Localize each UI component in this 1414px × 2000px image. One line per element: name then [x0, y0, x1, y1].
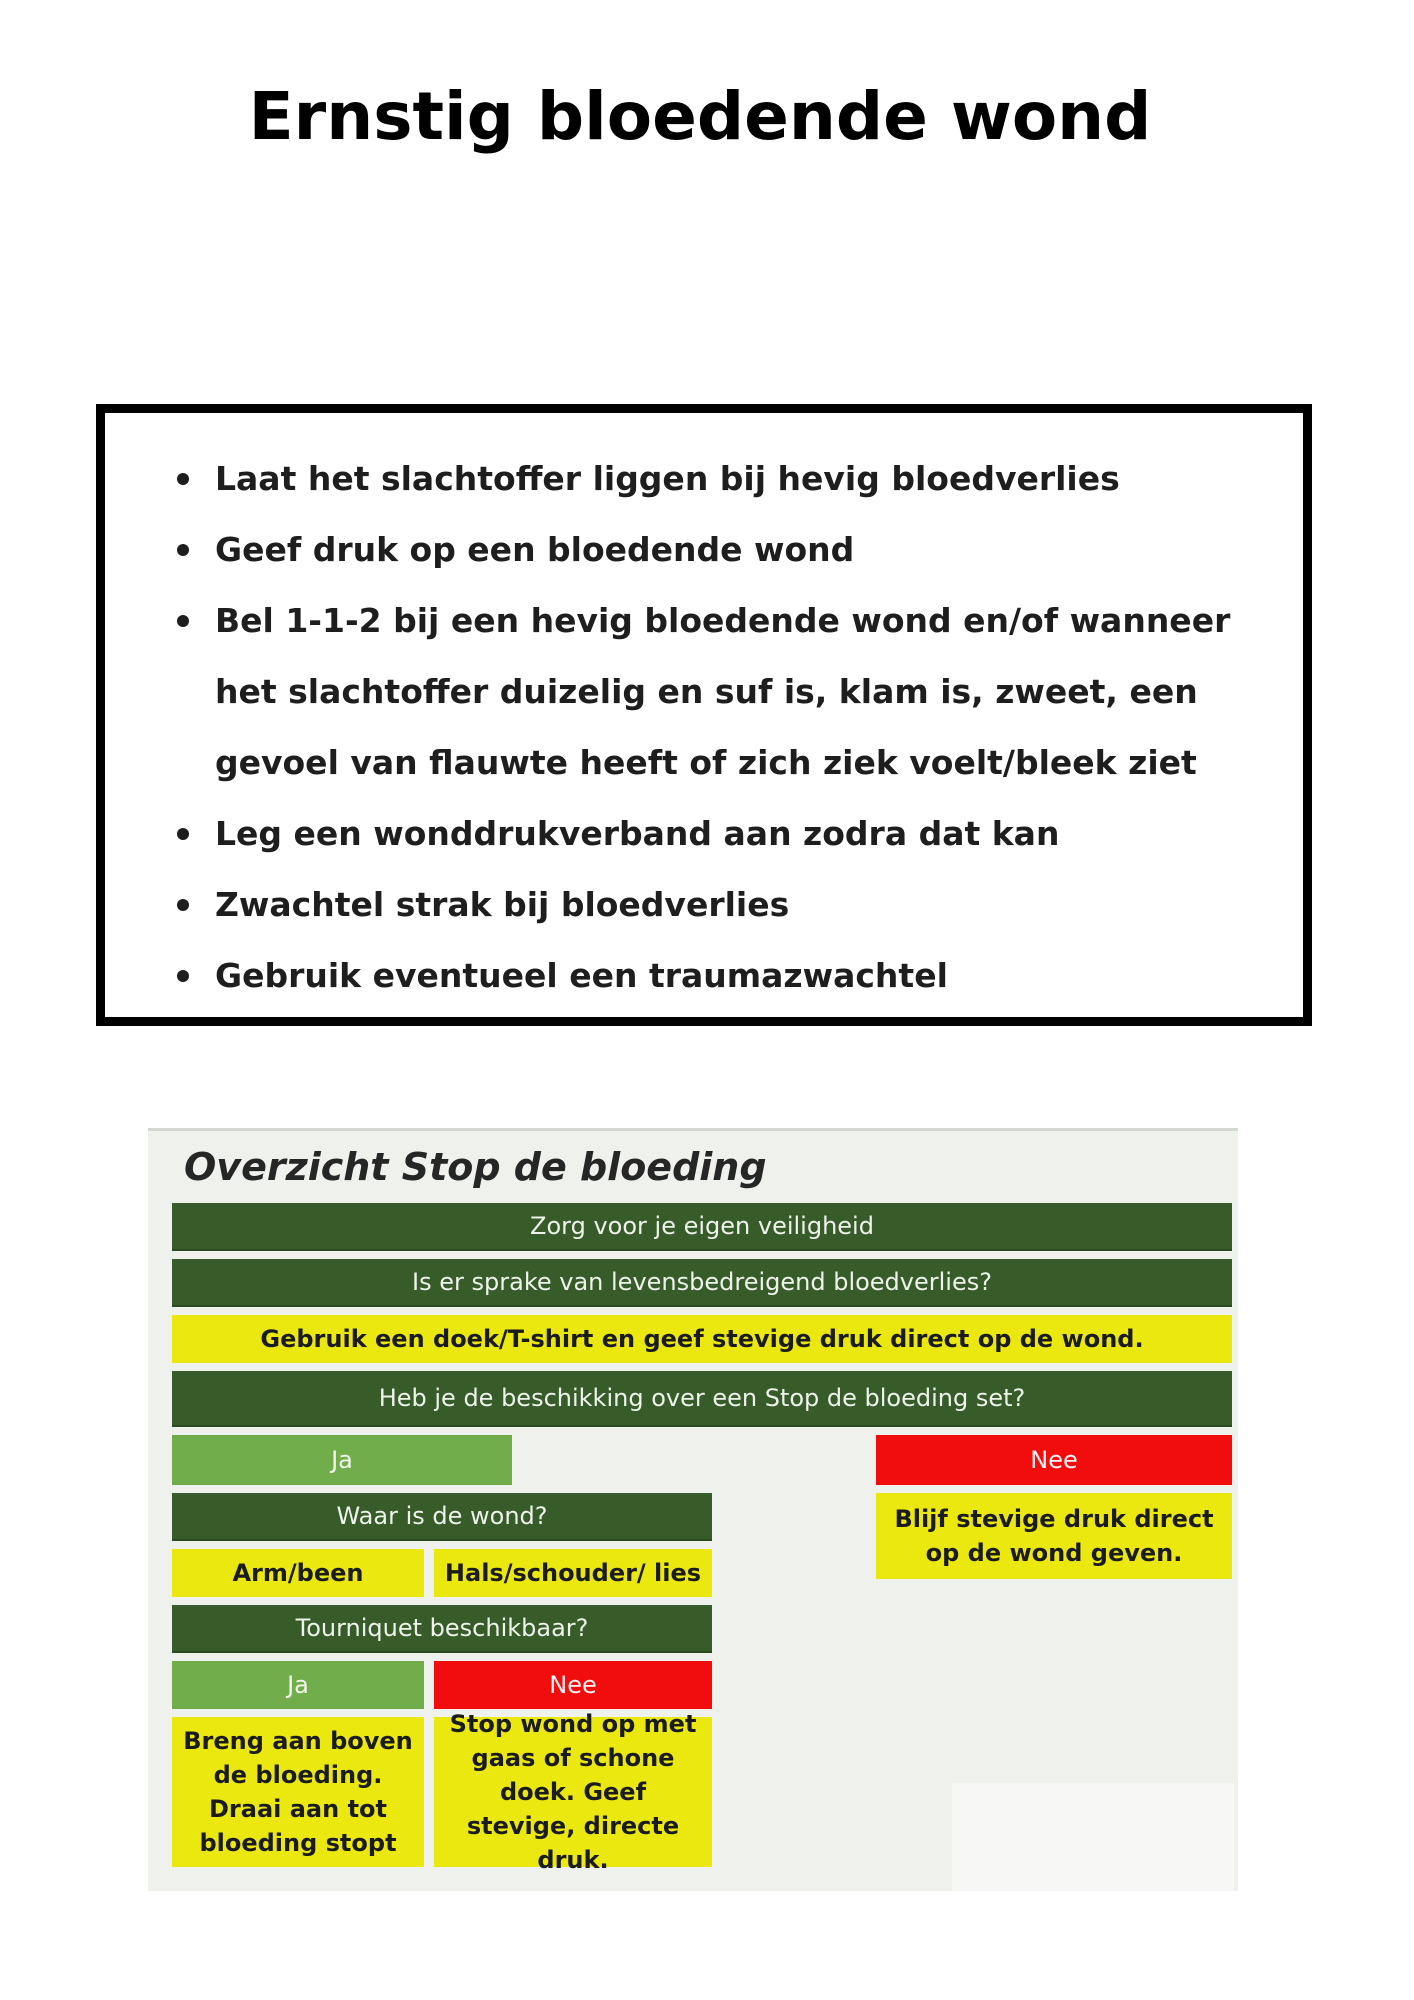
step-tourniquet-question: Tourniquet beschikbaar?	[172, 1605, 712, 1653]
list-item	[215, 514, 1275, 585]
bullet-dot	[177, 970, 189, 982]
bullet-dot	[177, 899, 189, 911]
flowchart-title: Overzicht Stop de bloeding	[184, 1145, 767, 1189]
list-item-text: Gebruik eventueel een traumazwachtel	[215, 956, 948, 995]
list-item	[215, 585, 1275, 798]
kit-no: Nee	[876, 1435, 1232, 1485]
stop-the-bleed-flowchart	[148, 1128, 1238, 1891]
list-item-text: Zwachtel strak bij bloedverlies	[215, 885, 790, 924]
tourniquet-no: Nee	[434, 1661, 712, 1709]
step-kit-question: Heb je de beschikking over een Stop de bloeding set?	[172, 1371, 1232, 1427]
step-life-threatening-question: Is er sprake van levensbedreigend bloedverlies?	[172, 1259, 1232, 1307]
step-pack-wound: Stop wond op met gaas of schone doek. Geef stevige, directe druk.	[434, 1717, 712, 1867]
kit-yes: Ja	[172, 1435, 512, 1485]
list-item-text: Laat het slachtoffer liggen bij hevig bloedverlies	[215, 459, 1120, 498]
bullet-dot	[177, 473, 189, 485]
bullet-dot	[177, 828, 189, 840]
step-apply-tourniquet: Breng aan boven de bloeding. Draai aan tot bloeding stopt	[172, 1717, 424, 1867]
instructions-list	[215, 443, 1275, 1011]
list-item	[215, 869, 1275, 940]
step-safety: Zorg voor je eigen veiligheid	[172, 1203, 1232, 1251]
bullet-dot	[177, 615, 189, 627]
list-item-text: Bel 1-1-2 bij een hevig bloedende wond en/of wanneer het slachtoffer duizelig en suf is, klam is, zweet, een gevoel van flauwte heeft of zich ziek voelt/bleek ziet	[215, 601, 1231, 782]
list-item	[215, 798, 1275, 869]
list-item	[215, 443, 1275, 514]
list-item-text: Geef druk op een bloedende wond	[215, 530, 855, 569]
blank-area	[952, 1783, 1234, 1891]
step-wound-location: Waar is de wond?	[172, 1493, 712, 1541]
list-item	[215, 940, 1275, 1011]
location-neck-shoulder-groin: Hals/schouder/ lies	[434, 1549, 712, 1597]
page-title: Ernstig bloedende wond	[248, 78, 1152, 155]
instructions-box	[96, 404, 1312, 1026]
step-apply-pressure: Gebruik een doek/T-shirt en geef stevige druk direct op de wond.	[172, 1315, 1232, 1363]
bullet-dot	[177, 544, 189, 556]
step-keep-pressure: Blijf stevige druk direct op de wond geven.	[876, 1493, 1232, 1579]
list-item-text: Leg een wonddrukverband aan zodra dat kan	[215, 814, 1060, 853]
tourniquet-yes: Ja	[172, 1661, 424, 1709]
location-arm-leg: Arm/been	[172, 1549, 424, 1597]
